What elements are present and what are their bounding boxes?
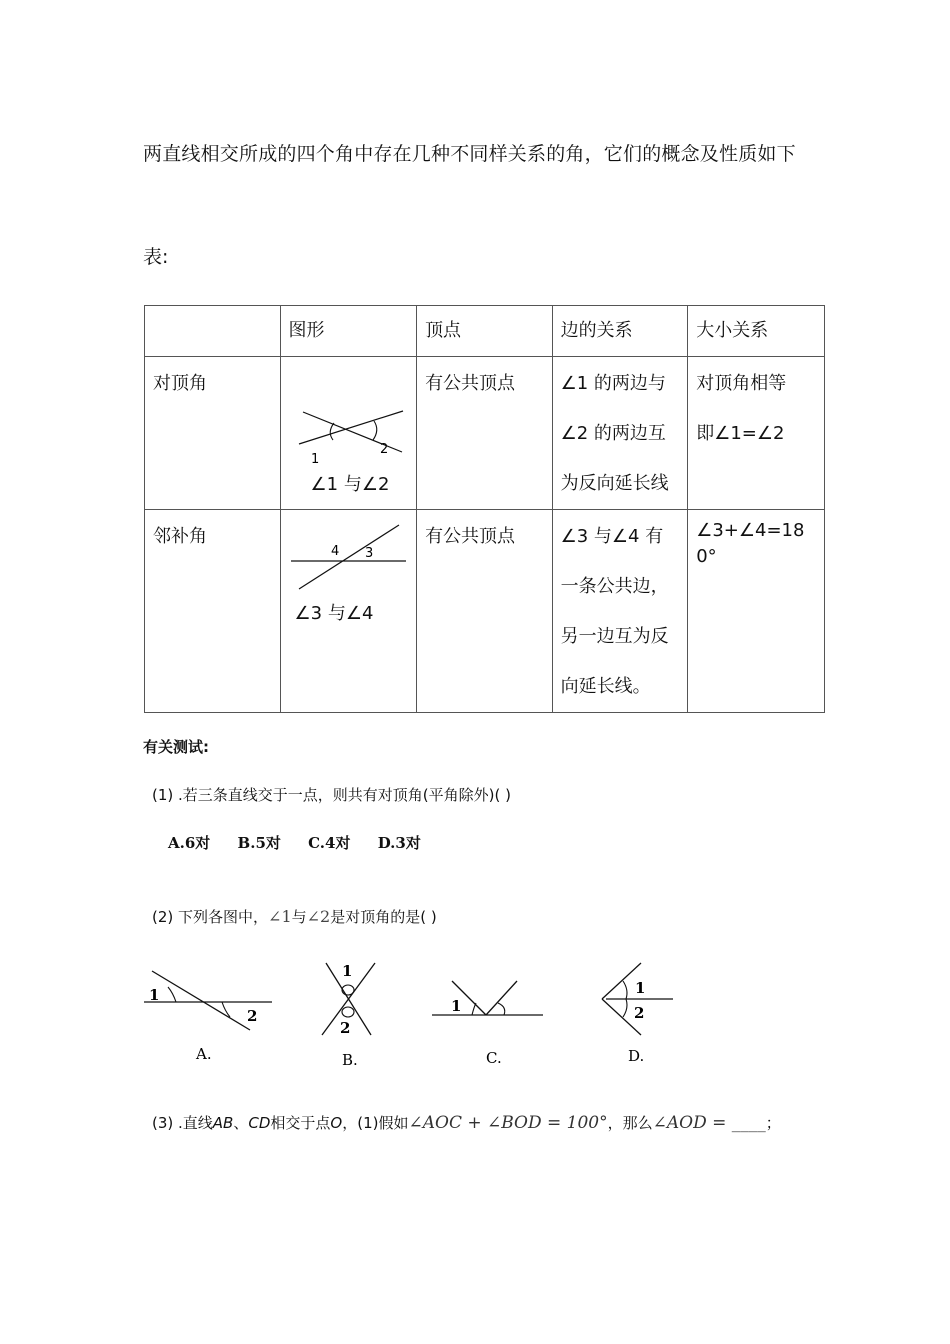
- question-1: (1) .若三条直线交于一点，则共有对顶角(平角除外)( ): [152, 786, 511, 804]
- fig-d-caption: D.: [628, 1047, 645, 1065]
- q3-condition: ，(1)假如: [342, 1114, 409, 1132]
- angle-2-arc: [373, 421, 377, 440]
- section-title: 有关测试:: [143, 738, 209, 756]
- q3-answer-blank: ∠AOD = ____: [652, 1113, 766, 1133]
- line-one: [299, 411, 403, 444]
- fig-d-label-1: 1: [635, 979, 646, 997]
- angle-label-3: 3: [364, 546, 373, 561]
- intro-text-continued: 表:: [143, 246, 169, 268]
- table-row: [145, 357, 825, 510]
- figure-caption: ∠1 与∠2: [310, 474, 390, 495]
- figure-a: [144, 971, 272, 1063]
- q3-sep: 、: [233, 1114, 249, 1132]
- q3-end: ；: [765, 1114, 781, 1132]
- question-1-options: [168, 832, 443, 853]
- fig-d-label-2: 2: [634, 1004, 645, 1022]
- size-adjacent-supplementary: ∠3+∠4=180°: [688, 510, 825, 713]
- q3-prefix: (3) .直线: [152, 1114, 213, 1132]
- q3-line-cd: CD: [248, 1114, 271, 1132]
- fig-c-label-1: 1: [451, 997, 462, 1015]
- figure-caption: ∠3 与∠4: [294, 603, 374, 624]
- table-row: [145, 510, 825, 713]
- q3-expression: ∠AOC + ∠BOD = 100°: [408, 1113, 608, 1133]
- fig-a-label-1: 1: [149, 986, 160, 1004]
- crossing-line: [299, 525, 399, 589]
- question-3: [152, 1112, 781, 1133]
- size-vertical-angles: [688, 357, 825, 510]
- angle-1-arc: [330, 423, 334, 440]
- fig-c-caption: C.: [486, 1049, 502, 1067]
- size-line-1: 对顶角相等: [696, 373, 787, 394]
- header-cell-sides: 边的关系: [552, 306, 688, 357]
- question-2-prefix: (2) 下列各图中，: [152, 908, 269, 926]
- figure-vertical-angles: [280, 357, 417, 510]
- header-cell-vertex: 顶点: [417, 306, 553, 357]
- fig-b-label-2: 2: [340, 1019, 351, 1037]
- option-b: B.5对: [237, 834, 281, 852]
- angle-2-symbol: ∠2: [306, 907, 331, 926]
- table-header-row: [145, 306, 825, 357]
- fig-b-caption: B.: [342, 1051, 358, 1069]
- row-name-adjacent-supplementary: 邻补角: [145, 510, 281, 713]
- q3-point-o: O: [330, 1114, 343, 1132]
- q3-line-ab: AB: [212, 1114, 234, 1132]
- angle-label-4: 4: [330, 544, 339, 559]
- fig-b-label-1: 1: [342, 962, 353, 980]
- angle-relations-table: [144, 305, 825, 713]
- fig-a-caption: A.: [196, 1045, 212, 1063]
- angle-1-symbol: ∠1: [268, 907, 292, 926]
- intro-text: 两直线相交所成的四个角中存在几种不同样关系的角，它们的概念及性质如下: [143, 143, 796, 165]
- header-cell-empty: [145, 306, 281, 357]
- question-2-suffix: 是对顶角的是( ): [330, 908, 437, 926]
- header-cell-figure: 图形: [280, 306, 417, 357]
- figure-b: [322, 962, 375, 1069]
- figure-d: [602, 963, 673, 1065]
- figure-adjacent-supplementary: [280, 510, 417, 713]
- question-2-mid: 与: [291, 908, 307, 926]
- row-name-vertical-angles: 对顶角: [145, 357, 281, 510]
- sides-vertical-angles: ∠1 的两边与∠2 的两边互为反向延长线: [552, 357, 688, 510]
- q3-mid: 相交于点: [270, 1114, 331, 1132]
- vertex-adjacent-supplementary: 有公共顶点: [417, 510, 553, 713]
- sides-adjacent-supplementary: ∠3 与∠4 有一条公共边，另一边互为反向延长线。: [552, 510, 688, 713]
- option-a: A.6对: [168, 834, 211, 852]
- option-d: D.3对: [377, 834, 421, 852]
- angle-label-2: 2: [379, 442, 388, 457]
- question-2-figures: [140, 955, 700, 1075]
- fig-a-label-2: 2: [247, 1007, 258, 1025]
- angle-label-1: 1: [310, 452, 319, 467]
- figure-c: [432, 981, 543, 1067]
- header-cell-size: 大小关系: [688, 306, 825, 357]
- q3-then: ，那么: [607, 1114, 653, 1132]
- size-line-2: 即∠1=∠2: [696, 423, 785, 444]
- question-2: [152, 906, 437, 927]
- vertex-vertical-angles: 有公共顶点: [417, 357, 553, 510]
- option-c: C.4对: [308, 834, 351, 852]
